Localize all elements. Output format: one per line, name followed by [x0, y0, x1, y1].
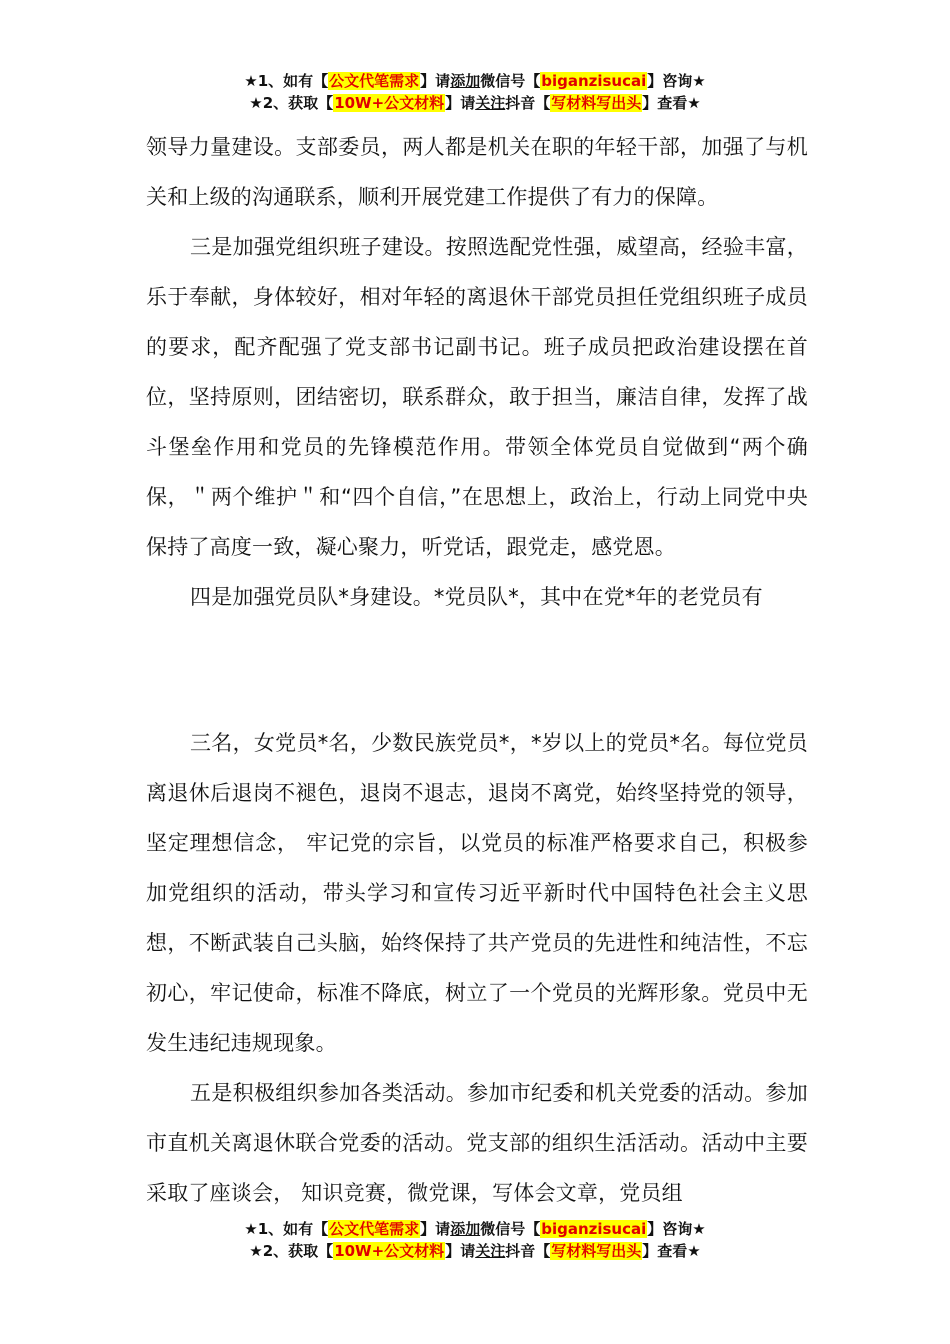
- douyin-account: 写材料写出头: [551, 1242, 642, 1260]
- underlined-text: 关注: [475, 1242, 506, 1260]
- banner-text: 】咨询★: [647, 72, 706, 90]
- banner-text: 抖音【: [505, 1242, 551, 1260]
- banner-line-1: [0, 1218, 950, 1240]
- banner-text: 】查看★: [642, 1242, 701, 1260]
- banner-text: 微信号【: [480, 72, 541, 90]
- banner-text: 】请: [420, 72, 451, 90]
- wechat-id: biganzisucai: [541, 1220, 647, 1238]
- banner-text: 】请: [445, 1242, 476, 1260]
- banner-text: 微信号【: [480, 1220, 541, 1238]
- banner-text: 】查看★: [642, 94, 701, 112]
- body-block-lower: [146, 718, 808, 1218]
- banner-text: ★1、如有【: [244, 1220, 329, 1238]
- underlined-text: 添加: [450, 1220, 481, 1238]
- paragraph: 五是积极组织参加各类活动。参加市纪委和机关党委的活动。参加市直机关离退休联合党委的活动。党支部的组织生活活动。活动中主要采取了座谈会， 知识竞赛，微党课，写体会文章，党员组: [146, 1081, 808, 1205]
- paragraph: 四是加强党员队*身建设。*党员队*，其中在党*年的老党员有: [190, 585, 763, 609]
- highlight-text: 公文代笔需求: [329, 1220, 420, 1238]
- highlight-text: 10W+公文材料: [334, 1242, 445, 1260]
- header-banner: [0, 70, 950, 114]
- banner-text: ★2、获取【: [249, 94, 334, 112]
- wechat-id: biganzisucai: [541, 72, 647, 90]
- douyin-account: 写材料写出头: [551, 94, 642, 112]
- banner-text: ★2、获取【: [249, 1242, 334, 1260]
- highlight-text: 公文代笔需求: [329, 72, 420, 90]
- banner-text: 抖音【: [505, 94, 551, 112]
- paragraph: 三名，女党员*名，少数民族党员*，*岁以上的党员*名。每位党员离退休后退岗不褪色，退岗不退志，退岗不离党，始终坚持党的领导，坚定理想信念， 牢记党的宗旨，以党员的标准严格要求自己，积极参加党组织的活动，带头学习和宣传习近平新时代中国特色社会主义思想，不断武装自己头脑，始终保持了共产党员的先进性和纯洁性，不忘初心，牢记使命，标准不降底，树立了一个党员的光辉形象。党员中无发生违纪违规现象。: [146, 731, 808, 1055]
- banner-text: 】请: [445, 94, 476, 112]
- banner-text: 】请: [420, 1220, 451, 1238]
- banner-line-2: [0, 92, 950, 114]
- paragraph: 三是加强党组织班子建设。按照选配党性强，威望高，经验丰富，乐于奉献，身体较好，相对年轻的离退休干部党员担任党组织班子成员的要求，配齐配强了党支部书记副书记。班子成员把政治建设摆在首位，坚持原则，团结密切，联系群众，敢于担当，廉洁自律，发挥了战斗堡垒作用和党员的先锋模范作用。带领全体党员自觉做到“两个确保，＂两个维护＂和“四个自信，”在思想上，政治上，行动上同党中央保持了高度一致，凝心聚力，听党话，跟党走，感党恩。: [146, 235, 808, 559]
- body-block-upper: [146, 122, 808, 622]
- banner-text: ★1、如有【: [244, 72, 329, 90]
- banner-line-2: [0, 1240, 950, 1262]
- paragraph: 领导力量建设。支部委员，两人都是机关在职的年轻干部，加强了与机关和上级的沟通联系，顺利开展党建工作提供了有力的保障。: [146, 135, 808, 209]
- underlined-text: 添加: [450, 72, 481, 90]
- footer-banner: [0, 1218, 950, 1262]
- highlight-text: 10W+公文材料: [334, 94, 445, 112]
- banner-text: 】咨询★: [647, 1220, 706, 1238]
- banner-line-1: [0, 70, 950, 92]
- underlined-text: 关注: [475, 94, 506, 112]
